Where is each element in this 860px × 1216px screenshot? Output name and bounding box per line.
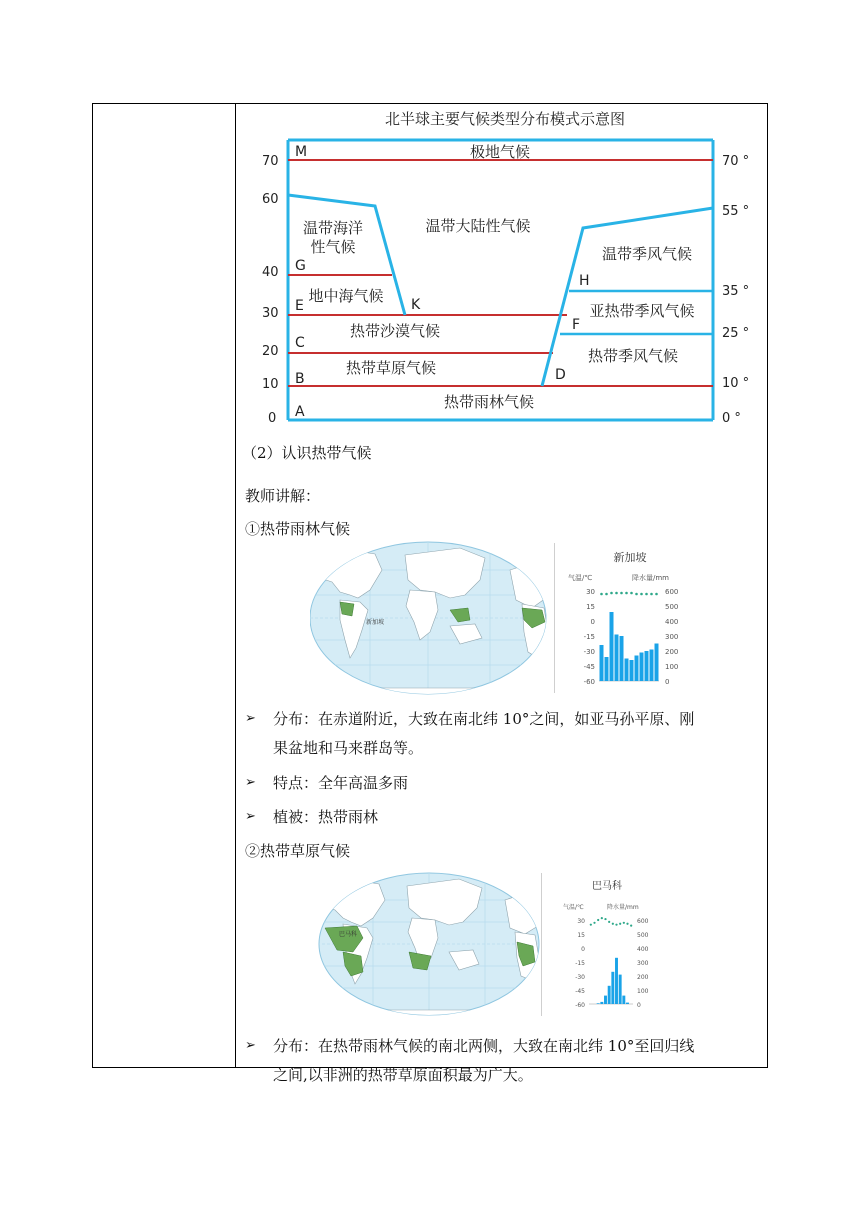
- precip-tick: 0: [637, 1002, 641, 1009]
- temp-dots: [590, 917, 633, 927]
- precip-tick: 300: [637, 960, 649, 967]
- temp-dot: [626, 923, 628, 925]
- savanna-distribution-line2: 之间,以非洲的热带草原面积最为广大。: [273, 1066, 533, 1084]
- bars: [589, 958, 633, 1004]
- temp-dot: [608, 921, 610, 923]
- temp-dot: [593, 922, 595, 924]
- precip-bar: [625, 659, 629, 682]
- section-heading: （2）认识热带气候: [242, 444, 372, 462]
- diagram-title: 北半球主要气候类型分布模式示意图: [384, 110, 626, 128]
- map-chart-divider: [554, 543, 555, 693]
- precip-tick: 600: [665, 588, 679, 596]
- temp-tick: -45: [575, 988, 585, 995]
- right-axis-25: 25 °: [722, 326, 750, 341]
- rainforest-feature: 特点：全年高温多雨: [273, 774, 409, 792]
- chart-title: 新加坡: [613, 551, 647, 564]
- temp-tick: -30: [583, 648, 595, 656]
- precip-tick: 100: [665, 663, 679, 671]
- letter-B: B: [295, 371, 305, 387]
- zone-desert: 热带沙漠气候: [349, 322, 441, 340]
- precip-bar: [605, 657, 609, 681]
- map-city-label: 新加坡: [366, 619, 385, 626]
- letter-C: C: [295, 335, 305, 351]
- precip-tick: 300: [665, 633, 679, 641]
- precip-bar: [650, 650, 654, 682]
- precip-tick: 200: [637, 974, 649, 981]
- temp-dot: [610, 592, 613, 595]
- precip-bar: [622, 996, 625, 1004]
- temp-dot: [615, 592, 618, 595]
- precip-tick: 100: [637, 988, 649, 995]
- precip-tick: 400: [665, 618, 679, 626]
- temp-dot: [650, 593, 653, 596]
- zone-savanna: 热带草原气候: [345, 359, 437, 377]
- precip-bar: [600, 645, 604, 681]
- temp-ticks: [575, 918, 585, 1009]
- temp-dot: [635, 593, 638, 596]
- temp-tick: -60: [575, 1002, 585, 1009]
- chart-ylabel-right: 降水量/mm: [632, 574, 669, 582]
- precip-ticks: [637, 918, 649, 1009]
- precip-tick: 500: [637, 932, 649, 939]
- temp-dot: [645, 593, 648, 596]
- letter-D: D: [555, 367, 566, 383]
- rainforest-vegetation: 植被：热带雨林: [273, 808, 379, 826]
- zone-mediterranean: 地中海气候: [308, 287, 384, 305]
- temp-dot: [605, 593, 608, 596]
- temp-dot: [597, 919, 599, 921]
- temp-tick: 30: [577, 918, 585, 925]
- zone-continental: 温带大陆性气候: [425, 217, 531, 235]
- bullet-arrow-icon: ➢: [245, 775, 256, 790]
- temp-dot: [630, 925, 632, 927]
- precip-bar: [608, 986, 611, 1004]
- temp-dot: [600, 593, 603, 596]
- precip-bar: [645, 651, 649, 681]
- temp-ticks: [584, 588, 595, 686]
- zone-temperate-monsoon: 温带季风气候: [601, 245, 693, 263]
- savanna-world-map: [317, 872, 542, 1017]
- temp-tick: 0: [590, 618, 595, 626]
- temp-dot: [590, 924, 592, 926]
- temp-dots: [600, 592, 658, 596]
- precip-bar: [655, 644, 659, 682]
- precip-tick: 200: [665, 648, 679, 656]
- left-axis-10: 10: [262, 377, 279, 392]
- bullet-arrow-icon: ➢: [245, 1038, 256, 1053]
- left-axis-70: 70: [262, 154, 279, 169]
- left-axis-0: 0: [268, 411, 277, 426]
- bamako-climate-chart: [549, 874, 679, 1014]
- rainforest-distribution-line1: 分布：在赤道附近，大致在南北纬 10°之间，如亚马孙平原、刚: [273, 710, 695, 728]
- precip-bar: [611, 972, 614, 1004]
- temp-dot: [655, 593, 658, 596]
- precip-bar: [635, 656, 639, 682]
- letter-M: M: [295, 144, 308, 160]
- temp-tick: 15: [586, 603, 595, 611]
- letter-H: H: [579, 273, 590, 289]
- chart-ylabel-left: 气温/℃: [563, 904, 584, 911]
- precip-tick: 600: [637, 918, 649, 925]
- precip-ticks: [665, 588, 678, 686]
- temp-dot: [625, 592, 628, 595]
- letter-F: F: [572, 317, 581, 333]
- letter-E: E: [295, 298, 304, 314]
- temp-tick: 30: [586, 588, 595, 596]
- zone-subtropical-monsoon: 亚热带季风气候: [589, 302, 695, 320]
- letter-K: K: [411, 297, 421, 313]
- chart-ylabel-right: 降水量/mm: [607, 904, 639, 911]
- precip-bar: [615, 635, 619, 682]
- column-divider: [235, 104, 236, 1067]
- precip-bar: [600, 1002, 603, 1004]
- zone-tropical-monsoon: 热带季风气候: [587, 347, 679, 365]
- right-axis-55: 55 °: [722, 204, 750, 219]
- precip-bar: [619, 975, 622, 1004]
- precip-tick: 400: [637, 946, 649, 953]
- savanna-heading: ②热带草原气候: [245, 842, 351, 860]
- teacher-label: 教师讲解：: [245, 487, 321, 505]
- chart-title: 巴马科: [592, 881, 622, 892]
- precip-bar: [620, 636, 624, 681]
- zone-polar: 极地气候: [469, 143, 531, 161]
- precip-bar: [604, 996, 607, 1004]
- rainforest-world-map: [310, 540, 555, 695]
- savanna-distribution-line1: 分布：在热带雨林气候的南北两侧，大致在南北纬 10°至回归线: [273, 1037, 695, 1055]
- zone-rainforest: 热带雨林气候: [443, 393, 535, 411]
- precip-bar: [615, 958, 618, 1004]
- precip-bar: [630, 660, 634, 681]
- temp-dot: [619, 923, 621, 925]
- precip-bar: [610, 612, 614, 681]
- climate-distribution-diagram: [245, 105, 765, 430]
- letter-G: G: [295, 258, 306, 274]
- temp-tick: -15: [583, 633, 595, 641]
- temp-dot: [623, 922, 625, 924]
- temp-tick: -60: [583, 678, 595, 686]
- temp-tick: -30: [575, 974, 585, 981]
- precip-bar: [626, 1003, 629, 1004]
- zone-maritime-line2: 性气候: [310, 238, 356, 256]
- rainforest-distribution-line2: 果盆地和马来群岛等。: [273, 739, 424, 757]
- temp-tick: -45: [583, 663, 595, 671]
- temp-tick: 0: [581, 946, 585, 953]
- temp-dot: [604, 918, 606, 920]
- bars: [599, 612, 659, 681]
- temp-dot: [630, 592, 633, 595]
- precip-tick: 0: [665, 678, 670, 686]
- right-axis-35: 35 °: [722, 284, 750, 299]
- singapore-climate-chart: [562, 544, 702, 692]
- right-axis-70: 70 °: [722, 154, 750, 169]
- right-axis-10: 10 °: [722, 376, 750, 391]
- temp-dot: [620, 592, 623, 595]
- temp-dot: [612, 923, 614, 925]
- right-axis-0: 0 °: [722, 411, 741, 426]
- left-axis-40: 40: [262, 265, 279, 280]
- letter-A: A: [295, 404, 305, 420]
- temp-dot: [601, 917, 603, 919]
- temp-tick: 15: [577, 932, 585, 939]
- left-axis-60: 60: [262, 192, 279, 207]
- temp-dot: [640, 593, 643, 596]
- temp-tick: -15: [575, 960, 585, 967]
- left-axis-20: 20: [262, 344, 279, 359]
- bullet-arrow-icon: ➢: [245, 711, 256, 726]
- precip-bar: [640, 653, 644, 682]
- map-city-label: 巴马科: [339, 931, 358, 938]
- precip-bar: [597, 1003, 600, 1004]
- precip-tick: 500: [665, 603, 679, 611]
- rainforest-heading: ①热带雨林气候: [245, 520, 351, 538]
- bullet-arrow-icon: ➢: [245, 809, 256, 824]
- zone-maritime-line1: 温带海洋: [302, 219, 364, 237]
- map-chart-divider: [541, 873, 542, 1016]
- chart-ylabel-left: 气温/℃: [568, 574, 593, 582]
- temp-dot: [615, 924, 617, 926]
- left-axis-30: 30: [262, 306, 279, 321]
